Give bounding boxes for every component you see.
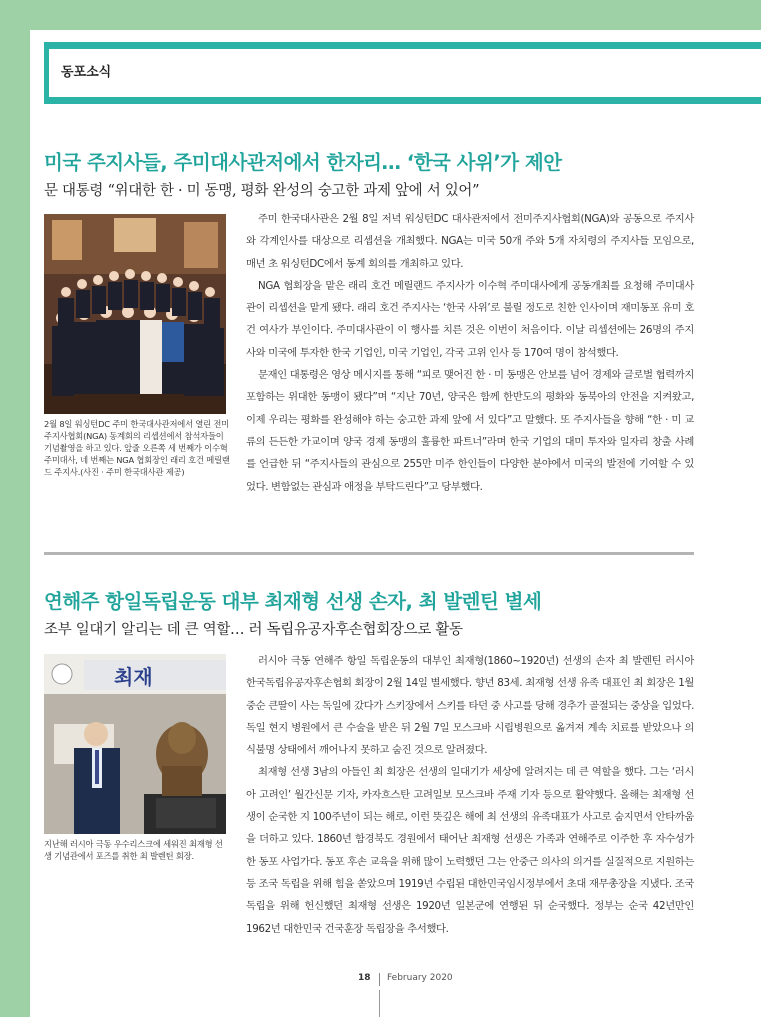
article1-subhead: 문 대통령 “위대한 한 · 미 동맹, 평화 완성의 숭고한 과제 앞에 서 있어” [44,183,480,199]
article1-paragraph: 주미 한국대사관은 2월 8일 저녁 워싱턴DC 대사관저에서 전미주지사협회(NGA)와 공동으로 주지사와 각계인사를 대상으로 리셉션을 개최했다. NGA는 미국 50개 주와 5개 자치령의 주지사들 모임으로, 매년 초 워싱턴DC에서 동계 회의를 개최하고 있다. [246,213,694,270]
article2-paragraph: 러시아 극동 연해주 항일 독립운동의 대부인 최재형(1860~1920년) 선생의 손자 최 발렌틴 러시아 한국독립유공자후손협회 회장이 2월 14일 별세했다. 향년 83세. 최재형 선생 유족 대표인 최 회장은 1월 중순 큰딸이 사는 독일에 갔다가 스키장에서 스키를 타던 중 사고를 당해 경추가 골절되는 중상을 입었다. 독일 현지 병원에서 큰 수술을 받은 뒤 2월 7일 모스크바 시립병원으로 옮겨져 계속 치료를 받았으나 의식불명 상태에서 깨어나지 못하고 숨진 것으로 알려졌다. [246,655,694,757]
article1-body [246,208,694,498]
article1-paragraph: NGA 협회장을 맡은 래리 호건 메릴랜드 주지사가 이수혁 주미대사에게 공동개최를 요청해 주미대사관이 리셉션을 맡게 됐다. 래리 호건 주지사는 ‘한국 사위’로 불릴 정도로 친한 인사이며 재미동포 유미 호건 여사가 부인이다. 주미대사관이 이 행사를 치른 것은 이번이 처음이다. 이날 리셉션에는 26명의 주지사와 미국에 투자한 한국 기업인, 미국 기업인, 각국 고위 인사 등 170여 명이 참석했다. [246,279,694,359]
article-divider [44,552,694,555]
article2-subhead: 조부 일대기 알리는 데 큰 역할… 러 독립유공자후손협회장으로 활동 [44,622,463,638]
footer-separator [379,973,380,986]
magazine-page [30,30,761,1017]
issue-date: February 2020 [387,973,453,983]
article2-memorial-photo [44,654,226,834]
footer-vertical-line [379,990,380,1017]
page-footer [30,973,761,987]
article1-group-photo [44,214,226,414]
memorial-sign-text: 최재 [114,665,153,689]
article2-body [246,650,694,940]
page-number: 18 [358,973,371,983]
article1-paragraph: 문재인 대통령은 영상 메시지를 통해 “피로 맺어진 한 · 미 동맹은 안보를 넘어 경제와 글로벌 협력까지 포함하는 위대한 동맹이 됐다”며 “지난 70년, 양국은 함께 한반도의 평화와 동북아의 안전을 지켜왔고, 이제 우리는 평화를 완성해야 하는 숭고한 과제 앞에 서 있다”고 말했다. 또 주지사들을 향해 “한 · 미 교류의 든든한 가교이며 양국 경제 동맹의 훌륭한 파트너”라며 한국 기업의 대미 투자와 일자리 창출 사례를 언급한 뒤 “주지사들의 관심으로 255만 미주 한인들이 다양한 분야에서 미국의 발전에 기여할 수 있었다. 변함없는 관심과 애정을 부탁드린다”고 당부했다. [246,369,694,493]
section-header-bar [44,42,761,104]
article2-headline: 연해주 항일독립운동 대부 최재형 선생 손자, 최 발렌틴 별세 [44,590,542,613]
section-label: 동포소식 [61,65,112,80]
article2-photo-caption: 지난해 러시아 극동 우수리스크에 세워진 최재형 선생 기념관에서 포즈를 취한 최 발렌틴 회장. [44,839,223,861]
article1-headline: 미국 주지사들, 주미대사관저에서 한자리… ‘한국 사위’가 제안 [44,151,562,174]
article2-paragraph: 최재형 선생 3남의 아들인 최 회장은 선생의 일대기가 세상에 알려지는 데 큰 역할을 했다. 그는 ‘러시아 고려인’ 월간신문 기자, 카자흐스탄 고려일보 모스크바 주재 기자 등으로 활약했다. 올해는 최재형 선생이 순국한 지 100주년이 되는 해로, 이런 뜻깊은 해에 최 선생의 유족대표가 사고로 숨지면서 안타까움을 더하고 있다. 1860년 함경북도 경원에서 태어난 최재형 선생은 가족과 연해주로 이주한 후 자수성가한 동포 사업가다. 동포 후손 교육을 위해 많이 노력했던 그는 안중근 의사의 의거를 실질적으로 지원하는 등 조국 독립을 위해 힘을 쏟았으며 1919년 수립된 대한민국임시정부에서 초대 재무총장을 지냈다. 조국 독립을 위해 헌신했던 최재형 선생은 1920년 일본군에 연행된 뒤 순국했다. 정부는 순국 42년만인 1962년 대한민국 건국훈장 독립장을 추서했다. [246,766,694,935]
article1-photo-caption: 2월 8일 워싱턴DC 주미 한국대사관저에서 열린 전미주지사협회(NGA) 동계회의 리셉션에서 참석자들이 기념촬영을 하고 있다. 앞줄 오른쪽 세 번째가 이수혁 주미대사, 네 번째는 NGA 협회장인 래리 호건 메릴랜드 주지사.(사진 · 주미 한국대사관 제공) [44,419,230,477]
